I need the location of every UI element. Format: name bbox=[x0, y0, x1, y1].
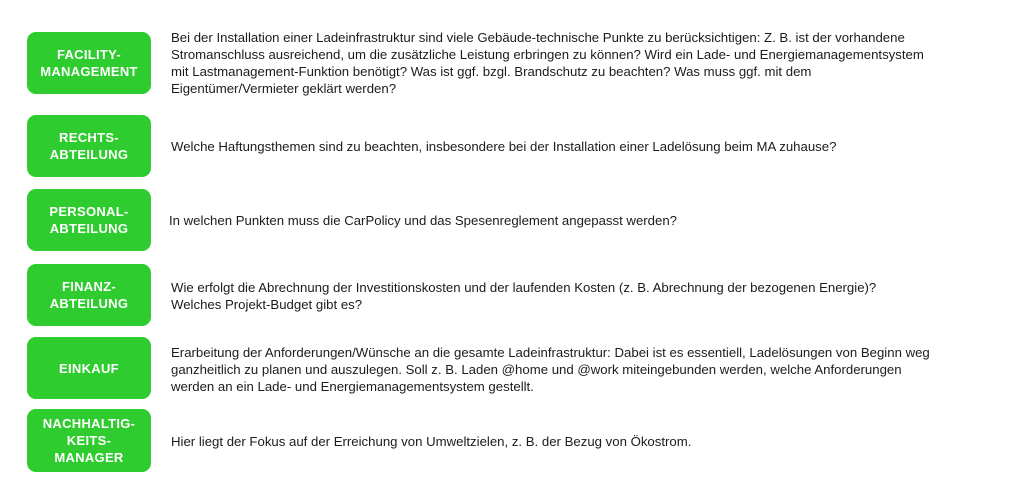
badge-line: MANAGER bbox=[54, 450, 124, 465]
description-nachhaltigkeitsmanager bbox=[171, 431, 691, 451]
badge-line: FACILITY- bbox=[56, 47, 122, 62]
badge-line: PERSONAL- bbox=[49, 204, 129, 219]
description-line: ganzheitlich zu planen und auszulegen. Soll z. B. Laden @home und @work miteingebunden werden, welche Anforderungen bbox=[171, 361, 902, 377]
description-personalabteilung bbox=[169, 210, 677, 230]
badge-line: KEITS- bbox=[66, 433, 112, 448]
description-line: werden an ein Lade- und Energiemanagementsystem gestellt. bbox=[171, 378, 534, 394]
badge-line: ABTEILUNG bbox=[49, 221, 129, 236]
description-rechtsabteilung bbox=[171, 136, 836, 156]
description-line: Eigentümer/Vermieter geklärt werden? bbox=[171, 81, 397, 96]
badge-einkauf bbox=[27, 337, 151, 399]
badge-line: MANAGEMENT bbox=[40, 64, 138, 79]
description-line: Hier liegt der Fokus auf der Erreichung von Umweltzielen, z. B. der Bezug von Ökostrom. bbox=[171, 433, 692, 449]
description-facility-management bbox=[171, 28, 924, 98]
badge-rechtsabteilung bbox=[27, 115, 151, 177]
badge-line: ABTEILUNG bbox=[49, 296, 129, 311]
description-line: Erarbeitung der Anforderungen/Wünsche an die gesamte Ladeinfrastruktur: Dabei ist es essentiell, Ladelösungen von Beginn weg bbox=[171, 344, 930, 360]
badge-line: NACHHALTIG- bbox=[42, 416, 136, 431]
description-finanzabteilung bbox=[171, 278, 876, 314]
badge-finanzabteilung bbox=[27, 264, 151, 326]
description-line: In welchen Punkten muss die CarPolicy und das Spesenreglement angepasst werden? bbox=[169, 212, 678, 228]
description-line: Stromanschluss ausreichend, um die zusätzliche Leistung erbringen zu können? Wird ein Lade- und Energiemanagementsystem bbox=[171, 47, 924, 62]
description-einkauf bbox=[171, 342, 930, 396]
description-line: Wie erfolgt die Abrechnung der Investitionskosten und der laufenden Kosten (z. B. Abrechnung der bezogenen Energie)? bbox=[171, 280, 877, 295]
badge-line: EINKAUF bbox=[59, 360, 119, 376]
badge-nachhaltigkeitsmanager bbox=[27, 409, 151, 472]
badge-personalabteilung bbox=[27, 189, 151, 251]
badge-line: RECHTS- bbox=[59, 130, 119, 145]
description-line: Welche Haftungsthemen sind zu beachten, insbesondere bei der Installation einer Ladelösung beim MA zuhause? bbox=[171, 138, 837, 154]
description-line: Bei der Installation einer Ladeinfrastruktur sind viele Gebäude-technische Punkte zu berücksichtigen: Z. B. ist der vorhandene bbox=[171, 30, 905, 45]
description-line: Welches Projekt-Budget gibt es? bbox=[171, 297, 363, 312]
description-line: mit Lastmanagement-Funktion benötigt? Was ist ggf. bzgl. Brandschutz zu beachten? Was muss ggf. mit dem bbox=[171, 64, 812, 79]
badge-line: ABTEILUNG bbox=[49, 147, 129, 162]
badge-facility-management bbox=[27, 32, 151, 94]
badge-line: FINANZ- bbox=[61, 279, 117, 294]
